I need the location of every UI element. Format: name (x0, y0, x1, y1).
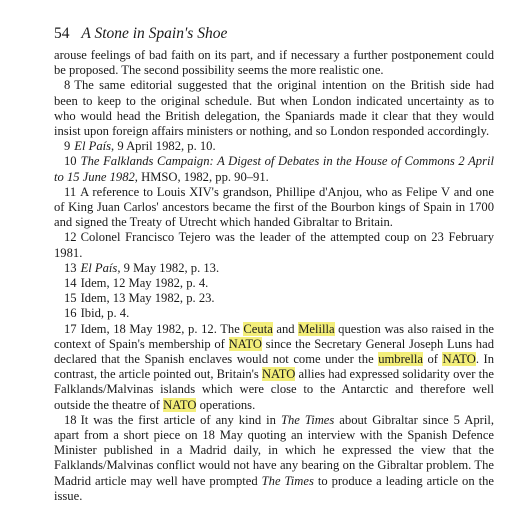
note-text: and (272, 321, 299, 336)
book-page (54, 24, 494, 504)
note-number: 13 (64, 260, 77, 275)
italic-title: El País (74, 139, 112, 154)
note-text: The same editorial suggested that the original intention on the British side had been to keep to the original schedule. But when London indicated uncertainty as to who would head the British delegation, the Spaniards made it clear that they would insist upon foreign affairs ministers or nothing, and so London responded accordingly. (54, 78, 494, 139)
note-number: 15 (64, 291, 77, 306)
note-text: allies had expressed solidarity over the Falklands/Malvinas islands which were close to the Antarctic and therefore well outside the theatre of (54, 367, 494, 412)
highlighted-term: NATO (261, 367, 296, 382)
note-number: 14 (64, 276, 77, 291)
running-header (54, 24, 494, 44)
note-text: operations. (196, 397, 256, 412)
endnote (54, 261, 494, 276)
highlighted-term: Melilla (298, 321, 335, 336)
note-text: , 9 April 1982, p. 10. (111, 139, 216, 154)
highlighted-term: umbrella (378, 352, 423, 367)
note-text: of (422, 352, 443, 367)
note-number: 17 (64, 321, 77, 336)
note-number: 16 (64, 306, 77, 321)
note-text: Colonel Francisco Tejero was the leader of the attempted coup on 23 February 1981. (54, 230, 494, 260)
endnote (54, 322, 494, 413)
note-text: It was the first article of any kind in (80, 412, 281, 427)
note-text: Idem, 18 May 1982, p. 12. The (80, 321, 244, 336)
endnote (54, 230, 494, 260)
endnote (54, 306, 494, 321)
endnote (54, 276, 494, 291)
highlighted-term: NATO (163, 397, 197, 412)
endnote (54, 413, 494, 504)
page-number: 54 (54, 25, 70, 42)
endnote (54, 291, 494, 306)
highlighted-term: NATO (228, 336, 262, 351)
note-number: 12 (64, 230, 77, 245)
highlighted-term: Ceuta (243, 321, 273, 336)
book-title: A Stone in Spain's Shoe (81, 25, 228, 42)
note-number: 8 (64, 78, 71, 93)
note-continuation (54, 48, 494, 78)
note-text: . In contrast, the article pointed out, Britain's (54, 352, 494, 382)
italic-title: The Times (280, 412, 335, 427)
note-number: 9 (64, 139, 71, 154)
note-number: 10 (64, 154, 77, 169)
note-text: A reference to Louis XIV's grandson, Phillipe d'Anjou, who as Felipe V and one of King Juan Carlos' ancestors became the first of the Bourbon kings of Spain in 1700 and signed the Treaty of Utrecht which handed Gibraltar to Britain. (54, 184, 494, 230)
italic-title: The Times (261, 473, 314, 488)
italic-title: The Falklands Campaign: A Digest of Debates in the House of Commons 2 April to 15 June 1982 (54, 154, 494, 184)
endnote (54, 139, 494, 154)
highlighted-term: NATO (442, 352, 476, 367)
italic-title: El País (80, 260, 118, 275)
note-text: about Gibraltar since 5 April, apart from a short piece on 18 May quoting an interview with the Spanish Defence Minister published in a Madrid daily, in which he expressed the view that the Falklands/Malvinas conflict would not have any bearing on the Gibraltar problem. The Madrid article may well have prompted (54, 412, 495, 488)
note-number: 18 (64, 412, 77, 427)
endnotes-list (54, 48, 494, 504)
note-text: Idem, 13 May 1982, p. 23. (80, 291, 215, 306)
note-text: since the Secretary General Joseph Luns had declared that the Spanish enclaves would not come under the (54, 336, 494, 367)
note-text: to produce a leading article on the issue. (54, 473, 494, 503)
note-number: 11 (64, 184, 77, 199)
note-text: Idem, 12 May 1982, p. 4. (80, 276, 209, 291)
note-text: , HMSO, 1982, pp. 90–91. (134, 169, 269, 184)
note-text: , 9 May 1982, p. 13. (117, 260, 220, 275)
note-text: Ibid, p. 4. (80, 306, 130, 321)
note-text: arouse feelings of bad faith on its part, and if necessary a further postponement could be proposed. The second possibility seems the more realistic one. (54, 48, 494, 78)
endnote (54, 154, 494, 184)
endnote (54, 78, 494, 139)
endnote (54, 185, 494, 231)
note-text: question was also raised in the context of Spain's membership of (54, 321, 494, 351)
